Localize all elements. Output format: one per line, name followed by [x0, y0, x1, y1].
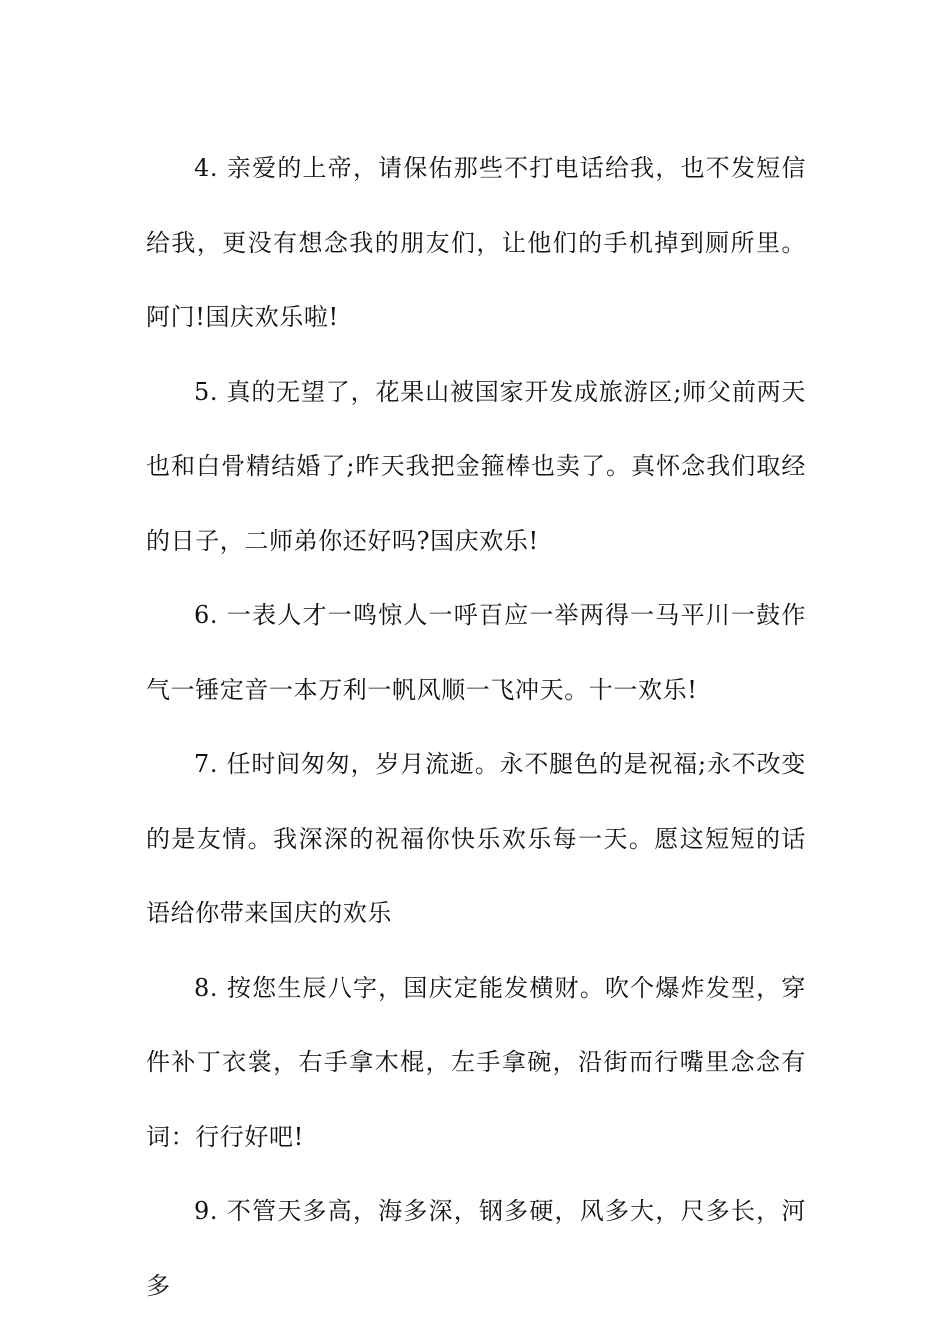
paragraph-6: 6. 一表人才一鸣惊人一呼百应一举两得一马平川一鼓作气一锤定音一本万利一帆风顺一飞冲天。十一欢乐! [146, 601, 806, 704]
paragraph-4: 4. 亲爱的上帝，请保佑那些不打电话给我，也不发短信给我，更没有想念我的朋友们，让他们的手机掉到厕所里。阿门!国庆欢乐啦! [146, 154, 806, 331]
paragraph-5: 5. 真的无望了，花果山被国家开发成旅游区;师父前两天也和白骨精结婚了;昨天我把金箍棒也卖了。真怀念我们取经的日子，二师弟你还好吗?国庆欢乐! [146, 377, 806, 555]
paragraph-8: 8. 按您生辰八字，国庆定能发横财。吹个爆炸发型，穿件补丁衣裳，右手拿木棍，左手拿碗，沿街而行嘴里念念有词：行行好吧! [146, 973, 806, 1151]
document-body [146, 131, 806, 1323]
paragraph-9: 9. 不管天多高，海多深，钢多硬，风多大，尺多长，河多 [146, 1197, 806, 1300]
paragraph-7: 7. 任时间匆匆，岁月流逝。永不腿色的是祝福;永不改变的是友情。我深深的祝福你快乐欢乐每一天。愿这短短的话语给你带来国庆的欢乐 [146, 750, 806, 927]
